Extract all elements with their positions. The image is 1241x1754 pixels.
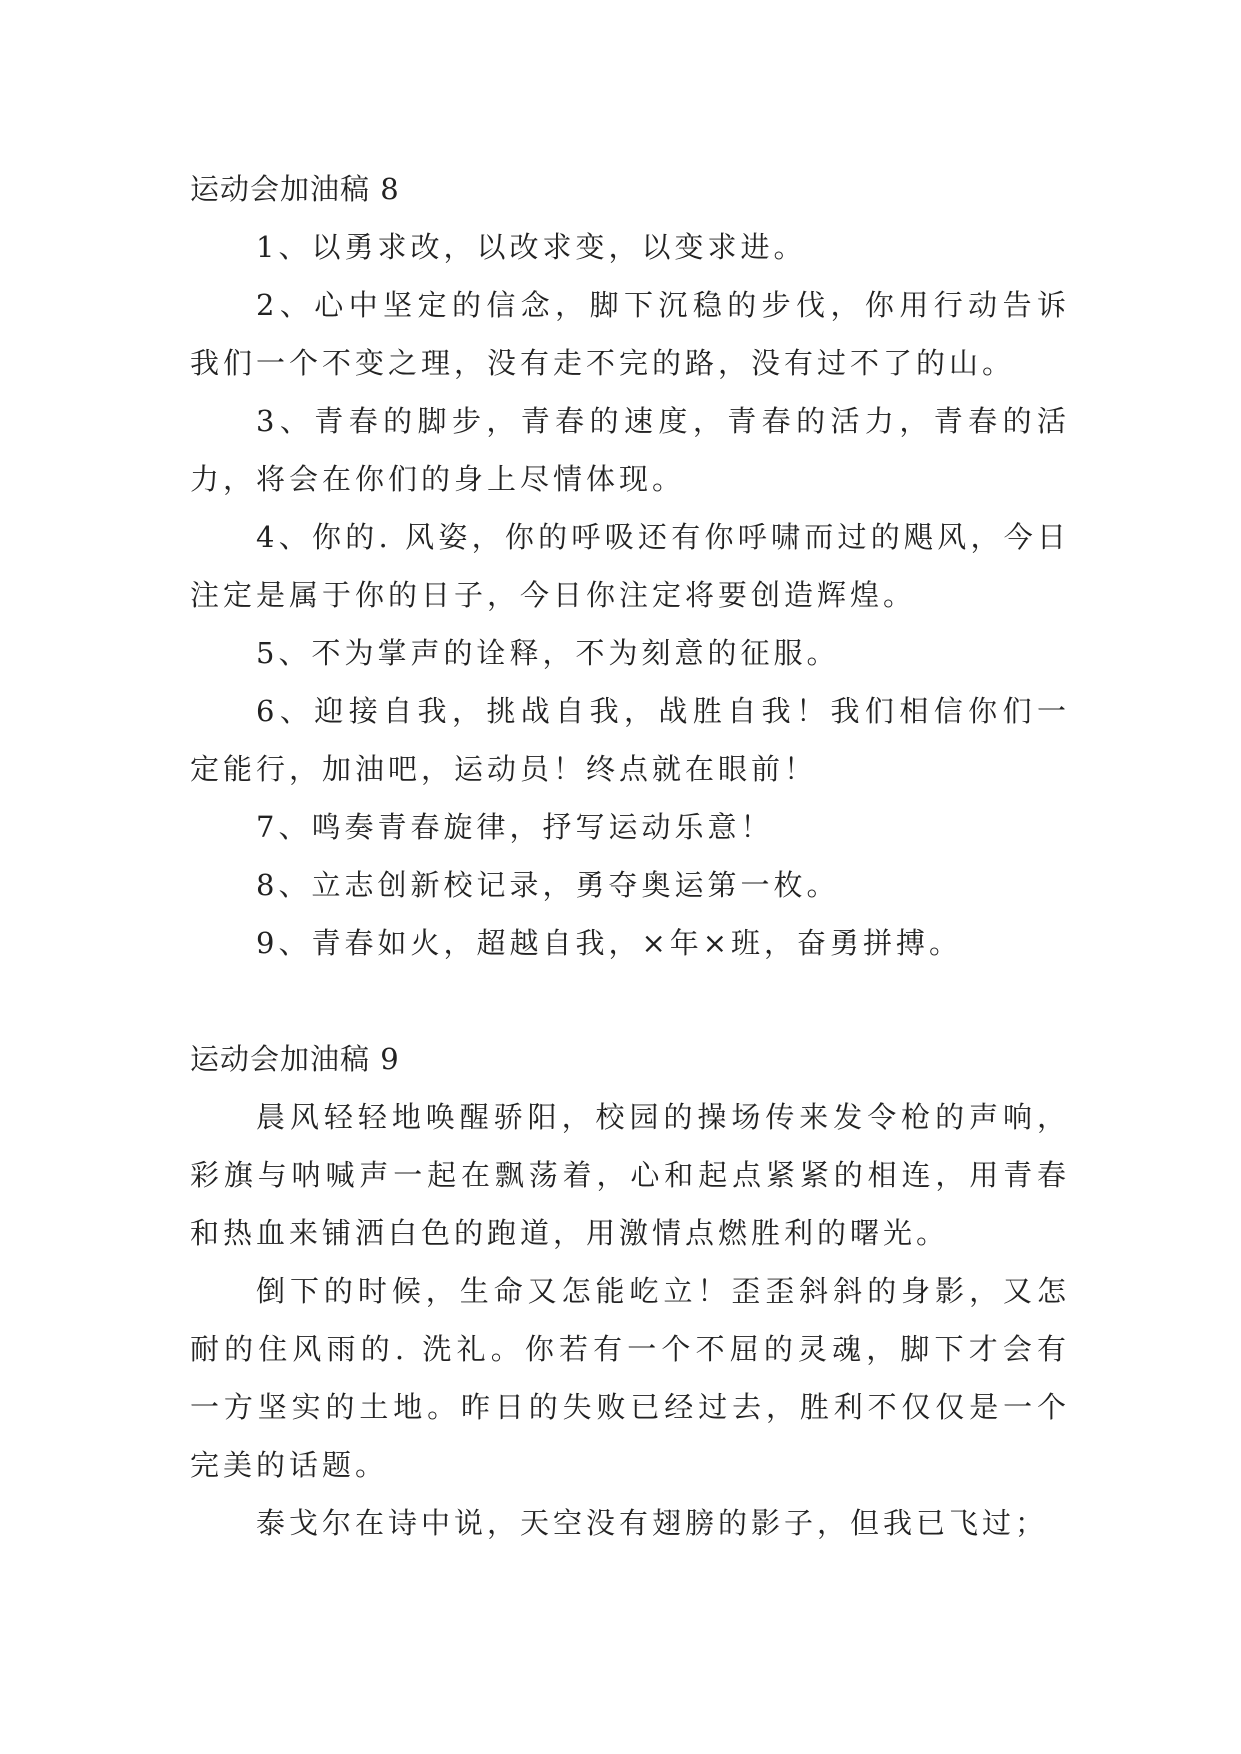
section-cheer-9: [190, 1030, 1070, 1552]
paragraph: 9、青春如火，超越自我，×年×班，奋勇拼搏。: [256, 926, 963, 960]
paragraph: 晨风轻轻地唤醒骄阳，校园的操场传来发令枪的声响，彩旗与呐喊声一起在飘荡着，心和起点紧紧的相连，用青春和热血来铺洒白色的跑道，用激情点燃胜利的曙光。: [190, 1100, 1070, 1250]
section-heading: 运动会加油稿 8: [190, 172, 400, 206]
paragraph: 3、青春的脚步，青春的速度，青春的活力，青春的活力，将会在你们的身上尽情体现。: [190, 404, 1070, 496]
paragraph: 6、迎接自我，挑战自我，战胜自我！我们相信你们一定能行，加油吧，运动员！终点就在眼前！: [190, 694, 1070, 786]
paragraph: 8、立志创新校记录，勇夺奥运第一枚。: [256, 868, 840, 902]
paragraph: 4、你的. 风姿，你的呼吸还有你呼啸而过的飓风，今日注定是属于你的日子，今日你注定将要创造辉煌。: [190, 520, 1070, 612]
paragraph: 倒下的时候，生命又怎能屹立！歪歪斜斜的身影，又怎耐的住风雨的. 洗礼。你若有一个不屈的灵魂，脚下才会有一方坚实的土地。昨日的失败已经过去，胜利不仅仅是一个完美的话题。: [190, 1274, 1070, 1482]
section-cheer-8: [190, 160, 1070, 972]
section-heading: 运动会加油稿 9: [190, 1042, 400, 1076]
paragraph: 7、鸣奏青春旋律，抒写运动乐意！: [256, 810, 774, 844]
paragraph: 5、不为掌声的诠释，不为刻意的征服。: [256, 636, 840, 670]
paragraph: 1、以勇求改，以改求变，以变求进。: [256, 230, 807, 264]
paragraph: 泰戈尔在诗中说，天空没有翅膀的影子，但我已飞过；: [256, 1506, 1049, 1540]
paragraph: 2、心中坚定的信念，脚下沉稳的步伐，你用行动告诉我们一个不变之理，没有走不完的路，没有过不了的山。: [190, 288, 1070, 380]
